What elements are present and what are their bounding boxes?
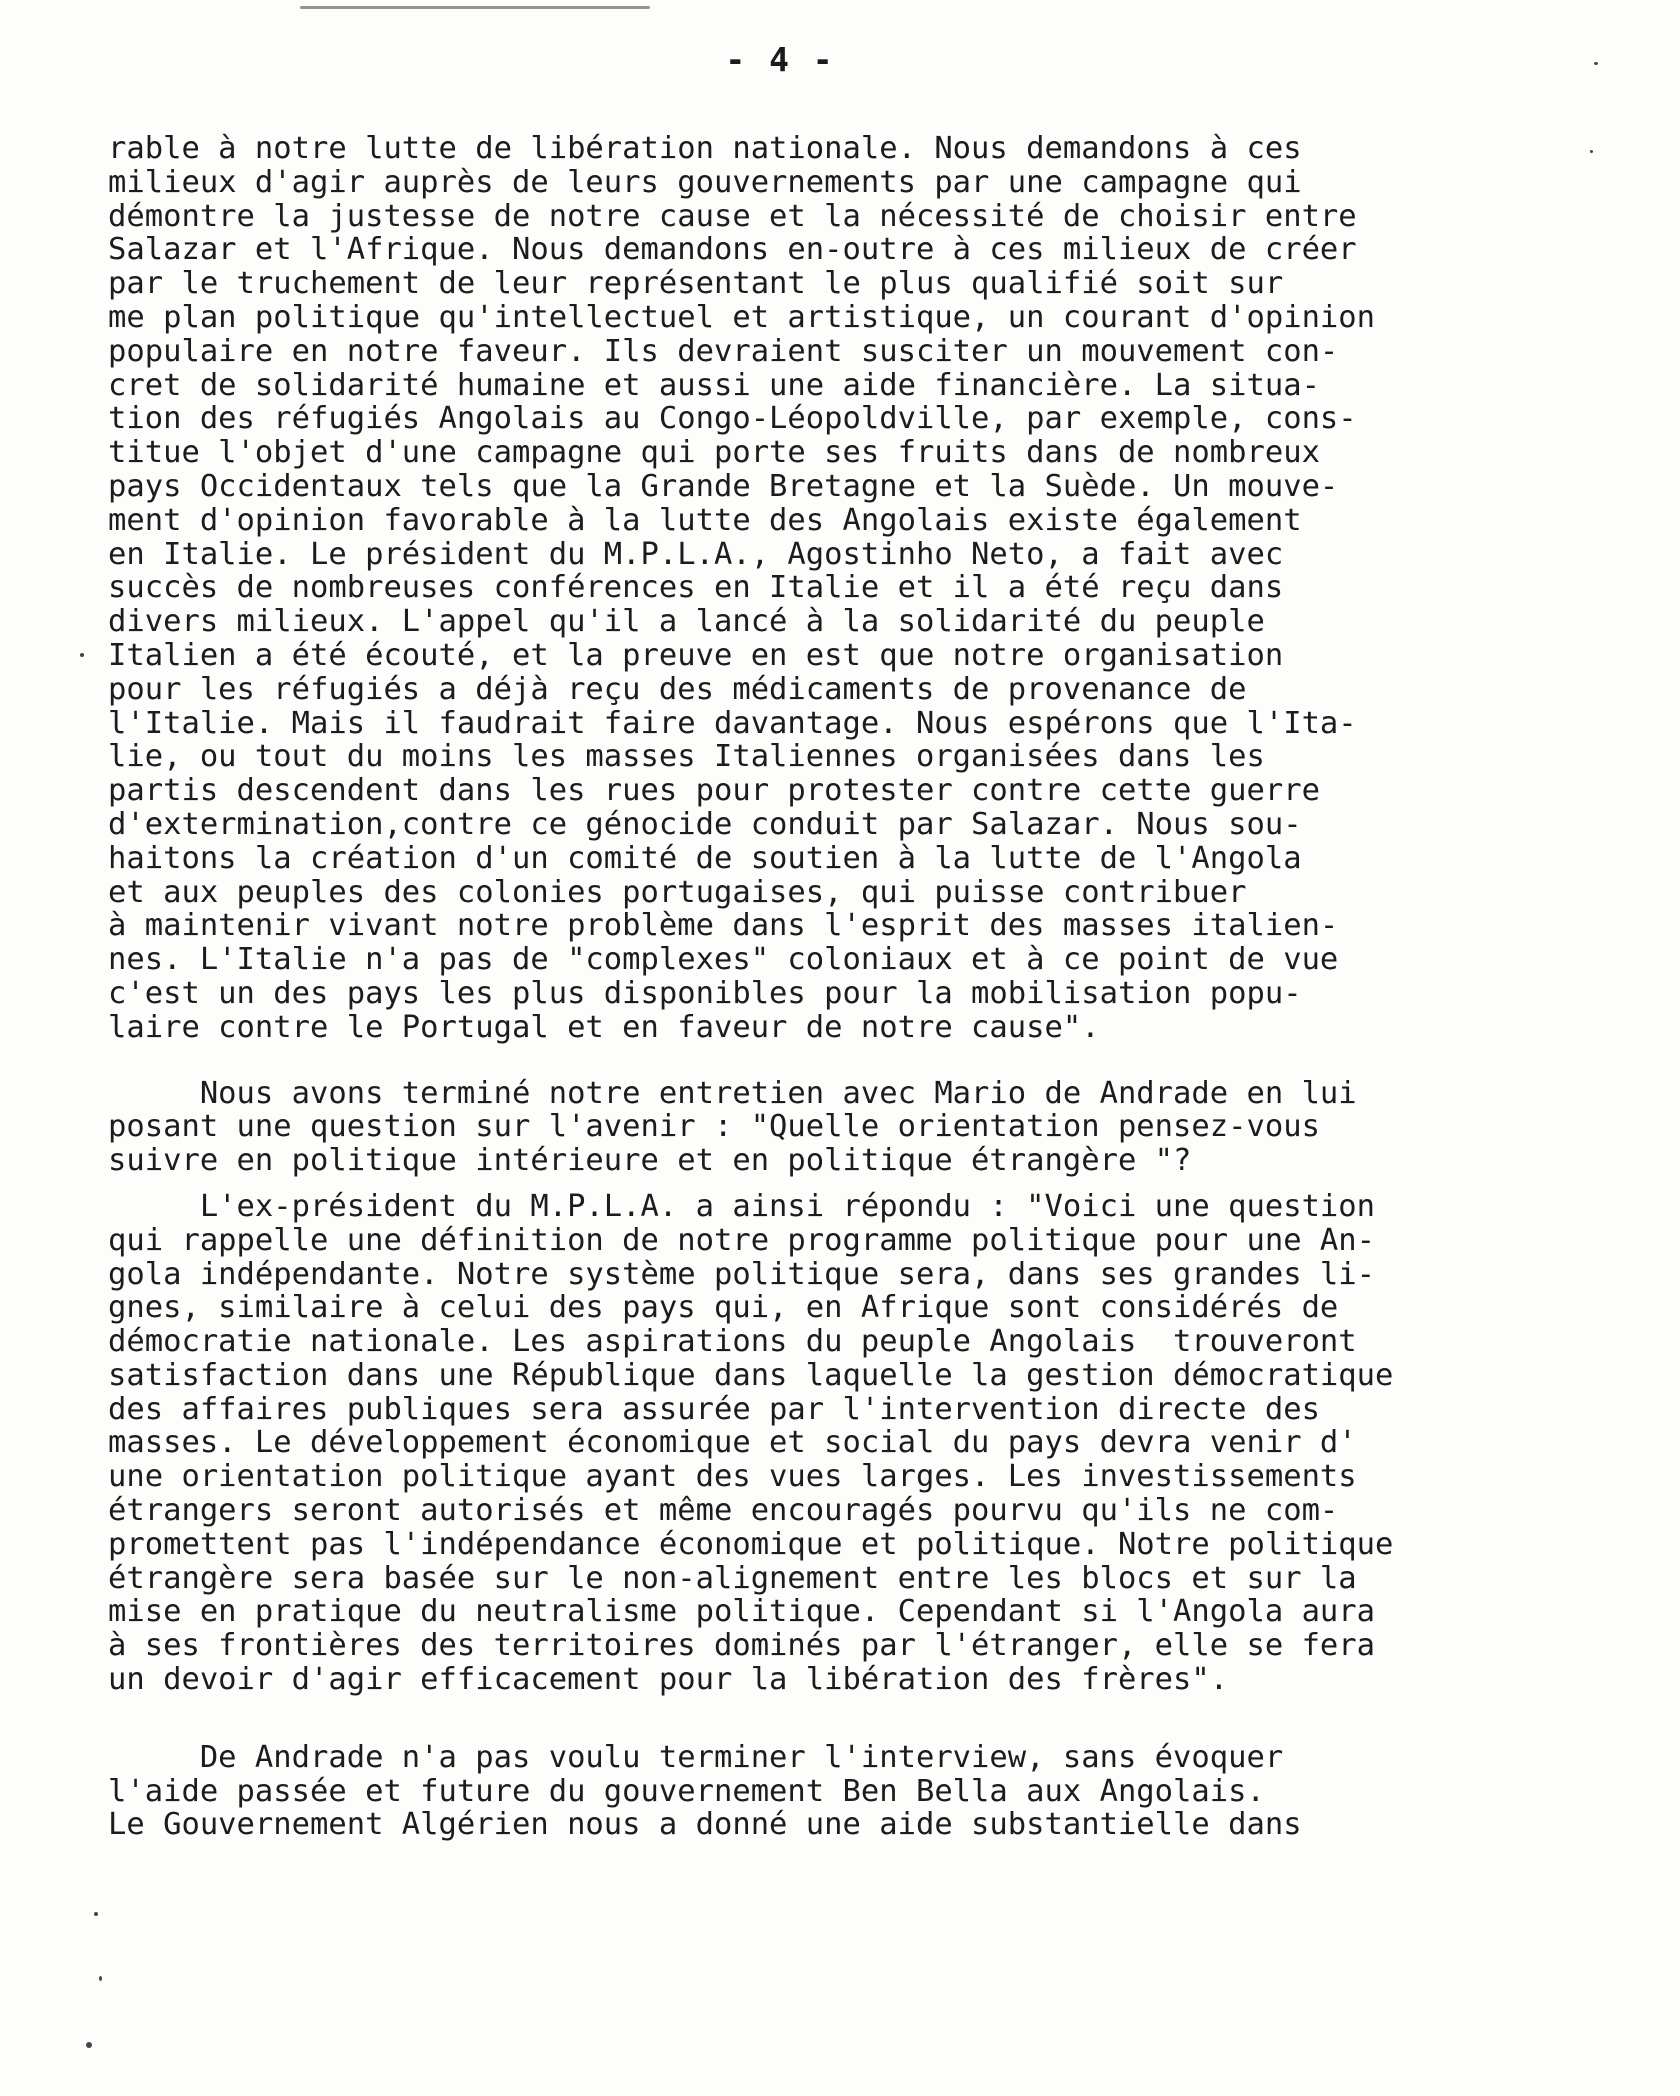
text-line: pays Occidentaux tels que la Grande Bretagne et la Suède. Un mouve-: [108, 468, 1339, 504]
text-line: Italien a été écouté, et la preuve en est que notre organisation: [108, 637, 1284, 673]
text-line: étrangère sera basée sur le non-alignement entre les blocs et sur la: [108, 1560, 1357, 1596]
text-line: gola indépendante. Notre système politique sera, dans ses grandes li-: [108, 1256, 1376, 1292]
text-line: nes. L'Italie n'a pas de "complexes" coloniaux et à ce point de vue: [108, 942, 1339, 978]
text-line: succès de nombreuses conférences en Italie et il a été reçu dans: [108, 570, 1284, 606]
text-line: divers milieux. L'appel qu'il a lancé à la solidarité du peuple: [108, 604, 1265, 640]
text-line: des affaires publiques sera assurée par l'intervention directe des: [108, 1391, 1320, 1427]
text-line: gnes, similaire à celui des pays qui, en Afrique sont considérés de: [108, 1290, 1339, 1326]
paragraph-3: [108, 1190, 1528, 1697]
speck-mark: [94, 1912, 98, 1916]
paragraph-1: [108, 132, 1528, 1045]
text-line: démocratie nationale. Les aspirations du peuple Angolais trouveront: [108, 1324, 1357, 1360]
text-line: mise en pratique du neutralisme politique. Cependant si l'Angola aura: [108, 1594, 1376, 1630]
text-line: une orientation politique ayant des vues larges. Les investissements: [108, 1459, 1357, 1495]
text-line: ment d'opinion favorable à la lutte des Angolais existe également: [108, 502, 1302, 538]
speck-mark: [1594, 62, 1598, 65]
text-line: titue l'objet d'une campagne qui porte ses fruits dans de nombreux: [108, 435, 1320, 471]
text-line: Le Gouvernement Algérien nous a donné une aide substantielle dans: [108, 1807, 1302, 1843]
text-line: De Andrade n'a pas voulu terminer l'interview, sans évoquer: [108, 1739, 1284, 1775]
paragraph-gap: [108, 1697, 1528, 1741]
text-line: lie, ou tout du moins les masses Italiennes organisées dans les: [108, 739, 1265, 775]
text-line: masses. Le développement économique et social du pays devra venir d': [108, 1425, 1357, 1461]
text-line: haitons la création d'un comité de soutien à la lutte de l'Angola: [108, 840, 1302, 876]
text-line: satisfaction dans une République dans laquelle la gestion démocratique: [108, 1357, 1394, 1393]
text-line: c'est un des pays les plus disponibles pour la mobilisation popu-: [108, 975, 1302, 1011]
speck-mark: [80, 653, 84, 657]
text-line: à ses frontières des territoires dominés par l'étranger, elle se fera: [108, 1628, 1376, 1664]
text-line: Nous avons terminé notre entretien avec Mario de Andrade en lui: [108, 1075, 1357, 1111]
page-number: - 4 -: [725, 40, 835, 79]
text-line: un devoir d'agir efficacement pour la libération des frères".: [108, 1662, 1229, 1698]
body-text: [108, 132, 1528, 1842]
speck-mark: [99, 1976, 102, 1981]
text-line: l'aide passée et future du gouvernement Ben Bella aux Angolais.: [108, 1773, 1265, 1809]
text-line: me plan politique qu'intellectuel et artistique, un courant d'opinion: [108, 299, 1376, 335]
text-line: posant une question sur l'avenir : "Quelle orientation pensez-vous: [108, 1109, 1320, 1145]
text-line: rable à notre lutte de libération nationale. Nous demandons à ces: [108, 131, 1302, 166]
top-rule: [300, 6, 650, 9]
text-line: L'ex-président du M.P.L.A. a ainsi répondu : "Voici une question: [108, 1188, 1376, 1224]
text-line: par le truchement de leur représentant le plus qualifié soit sur: [108, 266, 1284, 302]
text-line: tion des réfugiés Angolais au Congo-Léopoldville, par exemple, cons-: [108, 401, 1357, 437]
text-line: laire contre le Portugal et en faveur de notre cause".: [108, 1009, 1100, 1045]
text-line: partis descendent dans les rues pour protester contre cette guerre: [108, 773, 1320, 809]
text-line: étrangers seront autorisés et même encouragés pourvu qu'ils ne com-: [108, 1493, 1339, 1529]
speck-mark: [86, 2042, 92, 2048]
text-line: d'extermination,contre ce génocide conduit par Salazar. Nous sou-: [108, 806, 1302, 842]
text-line: milieux d'agir auprès de leurs gouvernements par une campagne qui: [108, 164, 1302, 200]
text-line: démontre la justesse de notre cause et la nécessité de choisir entre: [108, 198, 1357, 234]
text-line: suivre en politique intérieure et en politique étrangère "?: [108, 1143, 1192, 1179]
text-line: en Italie. Le président du M.P.L.A., Agostinho Neto, a fait avec: [108, 536, 1284, 572]
paragraph-gap: [108, 1045, 1528, 1077]
text-line: l'Italie. Mais il faudrait faire davantage. Nous espérons que l'Ita-: [108, 705, 1357, 741]
text-line: qui rappelle une définition de notre programme politique pour une An-: [108, 1222, 1376, 1258]
text-line: pour les réfugiés a déjà reçu des médicaments de provenance de: [108, 671, 1247, 707]
text-line: et aux peuples des colonies portugaises, qui puisse contribuer: [108, 874, 1247, 910]
text-line: à maintenir vivant notre problème dans l'esprit des masses italien-: [108, 908, 1339, 944]
paragraph-4: [108, 1741, 1528, 1842]
speck-mark: [1590, 150, 1593, 153]
text-line: populaire en notre faveur. Ils devraient susciter un mouvement con-: [108, 333, 1339, 369]
text-line: cret de solidarité humaine et aussi une aide financière. La situa-: [108, 367, 1320, 403]
paragraph-2: [108, 1077, 1528, 1178]
text-line: promettent pas l'indépendance économique et politique. Notre politique: [108, 1526, 1394, 1562]
text-line: Salazar et l'Afrique. Nous demandons en-outre à ces milieux de créer: [108, 232, 1357, 268]
